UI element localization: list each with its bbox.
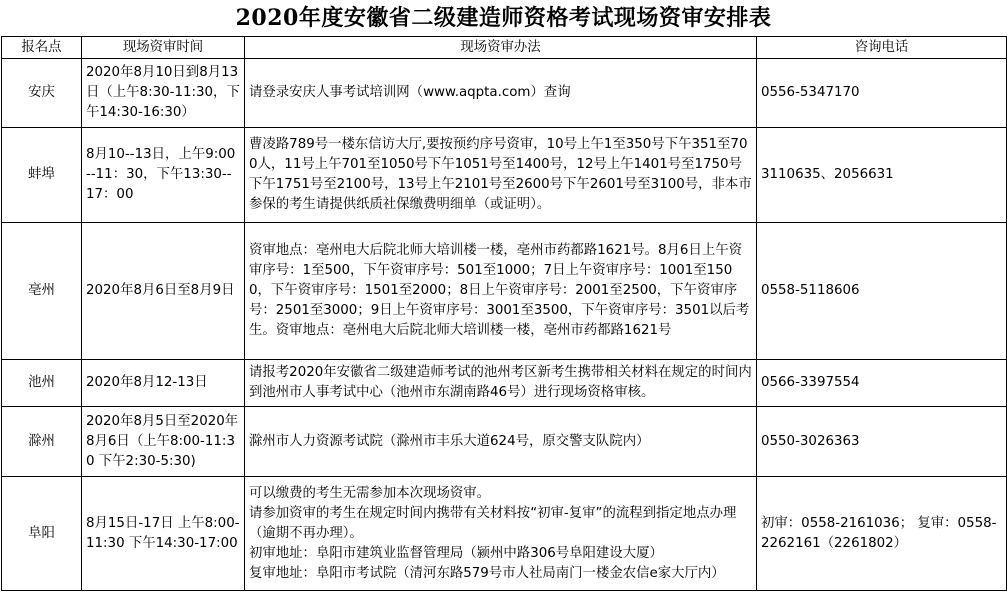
table-row [2,407,1007,477]
table-row [2,477,1007,591]
method-line: 请报考2020年安徽省二级建造师考试的池州考区新考生携带相关材料在规定的时间内到池州市人事考试中心（池州市东湖南路46号）进行现场资格审核。 [249,365,752,400]
header-phone: 咨询电话 [757,37,1007,59]
cell-site: 安庆 [2,59,82,128]
method-line: 复审地址：阜阳市考试院（清河东路579号市人社局南门一楼金农信e家大厅内） [249,565,725,581]
table-row [2,128,1007,223]
method-line: 可以缴费的考生无需参加本次现场资审。 [249,485,491,501]
cell-method [245,223,757,360]
cell-phone: 初审：0558-2161036； 复审：0558-2262161（2261802） [757,477,1007,591]
method-line: 请参加资审的考生在规定时间内携带有关材料按“初审-复审”的流程到指定地点办理（逾期不再办理）。 [249,505,737,541]
cell-phone: 0550-3026363 [757,407,1007,477]
cell-phone: 3110635、2056631 [757,128,1007,223]
cell-time: 2020年8月5日至2020年8月6日（上午8:00-11:30 下午2:30-5:30) [82,407,245,477]
method-line: 资审地点：亳州电大后院北师大培训楼一楼，亳州市药都路1621号。8月6日上午资审序号：1至500，下午资审序号：501至1000；7日上午资审序号：1001至1500，下午资审序号：1501至2000；8日上午资审序号：2001至2500，下午资审序号：2501至3000；9日上午资审序号：3001至3500，下午资审序号：3501以后考生。资审地点：亳州电大后院北师大培训楼一楼，亳州市药都路1621号 [249,243,750,338]
method-line: 请登录安庆人事考试培训网（www.aqpta.com）查询 [249,85,571,100]
method-line: 初审地址：阜阳市建筑业监督管理局（颍州中路306号阜阳建设大厦） [249,545,663,561]
cell-site: 池州 [2,360,82,407]
cell-phone: 0556-5347170 [757,59,1007,128]
header-site: 报名点 [2,37,82,59]
cell-time: 2020年8月10日到8月13日（上午8:30-11:30，下午14:30-16:30） [82,59,245,128]
cell-method [245,128,757,223]
cell-site: 阜阳 [2,477,82,591]
cell-method [245,360,757,407]
cell-site: 滁州 [2,407,82,477]
cell-phone: 0558-5118606 [757,223,1007,360]
header-method: 现场资审办法 [245,37,757,59]
schedule-table [1,36,1007,591]
table-row [2,360,1007,407]
method-line: 曹凌路789号一楼东信访大厅,要按预约序号资审，10号上午1至350号下午351至700人，11号上午701至1050号下午1051号至1400号，12号上午1401号至1750号下午1751号至2100号，13号上午2101号至2600号下午2601号至3100号，非本市参保的考生请提供纸质社保缴费明细单（或证明）。 [249,137,752,212]
cell-site: 蚌埠 [2,128,82,223]
header-row [2,37,1007,59]
header-time: 现场资审时间 [82,37,245,59]
cell-phone: 0566-3397554 [757,360,1007,407]
cell-method [245,407,757,477]
cell-time: 8月15日-17日 上午8:00-11:30 下午14:30-17:00 [82,477,245,591]
sheet-title: 2020年度安徽省二级建造师资格考试现场资审安排表 [235,5,772,31]
cell-method [245,59,757,128]
method-line: 滁州市人力资源考试院（滁州市丰乐大道624号，原交警支队院内） [249,433,650,449]
cell-method [245,477,757,591]
cell-time: 8月10--13日，上午9:00--11：30，下午13:30--17：00 [82,128,245,223]
cell-time: 2020年8月6日至8月9日 [82,223,245,360]
cell-site: 亳州 [2,223,82,360]
cell-time: 2020年8月12-13日 [82,360,245,407]
table-row [2,223,1007,360]
table-row [2,59,1007,128]
